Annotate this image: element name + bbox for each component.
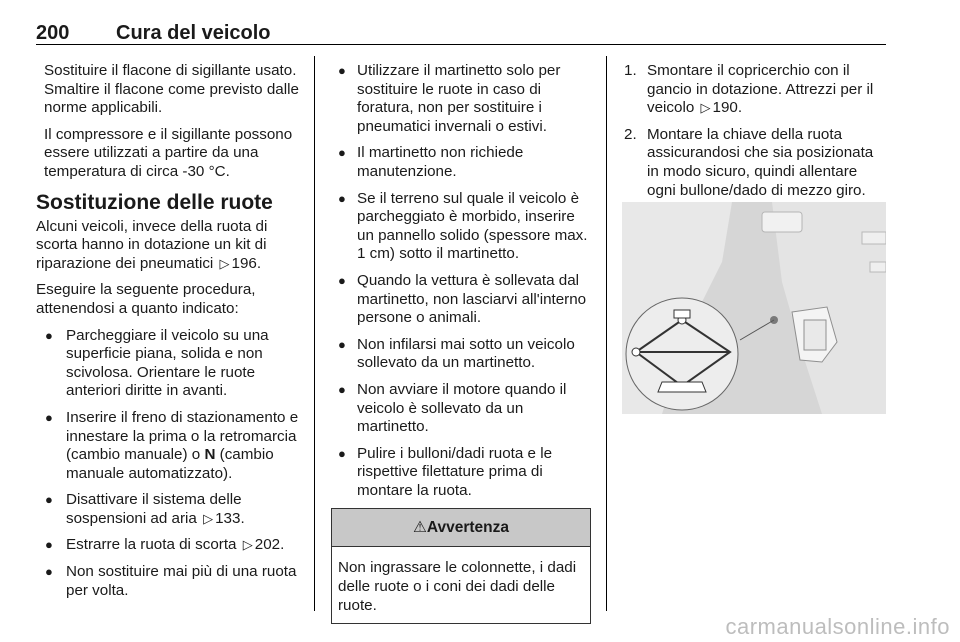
steps-list	[624, 62, 888, 200]
chapter-title: Cura del veicolo	[116, 22, 271, 44]
list-item: ● Non avviare il motore quando il veicolo è sollevato da un martinetto.	[338, 380, 567, 436]
bullet-icon: ●	[45, 409, 53, 425]
list-item: ● Non infilarsi mai sotto un veicolo sollevato da un martinetto.	[338, 335, 575, 372]
page-reference-icon: ▷	[219, 255, 230, 271]
step-number: 2.	[624, 125, 637, 143]
step-item: 2. Montare la chiave della ruota assicurandosi che sia posizionata in modo sicuro, quindi allentare ogni bullone/dado di mezzo giro.	[624, 125, 874, 199]
warning-title: Avvertenza	[426, 519, 510, 537]
step-item: 1. Smontare il copricerchio con il gancio in dotazione. Attrezzi per il veicolo ▷ 190.	[624, 62, 874, 117]
page-header	[36, 8, 886, 48]
bullet-icon: ●	[45, 327, 53, 343]
page-reference: 196.	[231, 254, 262, 272]
list-item: ● Utilizzare il martinetto solo per sostituire le ruote in caso di foratura, non per sostituire i pneumatici invernali o estivi.	[338, 62, 561, 135]
warning-header	[332, 509, 590, 547]
header-divider	[36, 44, 886, 45]
bullet-icon: ●	[338, 445, 346, 461]
page-number: 200	[36, 22, 70, 44]
list-item: ● Se il terreno sul quale il veicolo è parcheggiato è morbido, inserire un pannello solido (spessore max. 1 cm) sotto il martinetto.	[338, 189, 588, 263]
procedure-paragraph: Eseguire la seguente procedura, attenendosi a quanto indicato:	[36, 281, 256, 317]
page-reference-icon: ▷	[203, 510, 214, 526]
jack-illustration	[622, 202, 886, 414]
bullet-icon: ●	[338, 145, 346, 161]
warning-box	[331, 508, 591, 624]
section-title: Sostituzione delle ruote	[36, 190, 273, 214]
intro-paragraph-2: Il compressore e il sigillante possono essere utilizzati a partire da una temperatura di circa -30 °C.	[44, 125, 293, 180]
bullet-icon: ●	[338, 381, 346, 397]
bullet-icon: ●	[338, 336, 346, 352]
kit-paragraph: Alcuni veicoli, invece della ruota di scorta hanno in dotazione un kit di riparazione dei pneumatici ▷ 196.	[36, 217, 268, 272]
list-item: ● Non sostituire mai più di una ruota per volta.	[45, 563, 297, 599]
intro-paragraph-1: Sostituire il flacone di sigillante usato. Smaltire il flacone come previsto dalle norme applicabili.	[44, 62, 299, 117]
column-3	[624, 62, 888, 208]
list-item: ● Parcheggiare il veicolo su una superficie piana, solida e non scivolosa. Orientare le ruote anteriori diritte in avanti.	[45, 326, 269, 400]
page-reference: 202.	[254, 536, 285, 554]
step-number: 1.	[624, 62, 637, 79]
list-item: ● Estrarre la ruota di scorta ▷ 202.	[45, 536, 285, 554]
list-item: ● Disattivare il sistema delle sospensioni ad aria ▷ 133.	[45, 491, 245, 527]
jack-illustration-drawing	[622, 202, 886, 414]
page-reference: 133.	[215, 509, 245, 527]
warning-text: Non ingrassare le colonnette, i dadi delle ruote o i coni dei dadi delle ruote.	[338, 559, 577, 614]
page-reference-icon: ▷	[242, 537, 253, 553]
list-item: ● Quando la vettura è sollevata dal martinetto, non lasciarvi all'interno persone o animali.	[338, 271, 587, 327]
column-2	[331, 62, 593, 624]
list-item: ● Inserire il freno di stazionamento e innestare la prima o la retromarcia (cambio manuale) o N (cambio manuale automatizzato).	[45, 408, 299, 482]
bullet-icon: ●	[338, 190, 346, 206]
bullet-icon: ●	[338, 272, 346, 288]
jack-rules-list	[331, 62, 593, 500]
gear-letter: N	[204, 446, 216, 464]
page-reference: 190.	[712, 99, 743, 117]
list-item: ● Il martinetto non richiede manutenzione.	[338, 144, 524, 180]
watermark: carmanualsonline.info	[725, 614, 950, 639]
bullet-icon: ●	[338, 63, 346, 78]
procedure-list	[36, 327, 304, 601]
bullet-icon: ●	[45, 564, 53, 580]
bullet-icon: ●	[45, 537, 53, 553]
column-1	[36, 62, 304, 608]
list-item: ● Pulire i bulloni/dadi ruota e le rispettive filettature prima di montare la ruota.	[338, 444, 553, 499]
page-reference-icon: ▷	[700, 100, 711, 116]
column-divider-2	[606, 56, 607, 611]
bullet-icon: ●	[45, 492, 53, 508]
column-divider-1	[314, 56, 315, 611]
warning-icon: ⚠	[412, 519, 427, 537]
